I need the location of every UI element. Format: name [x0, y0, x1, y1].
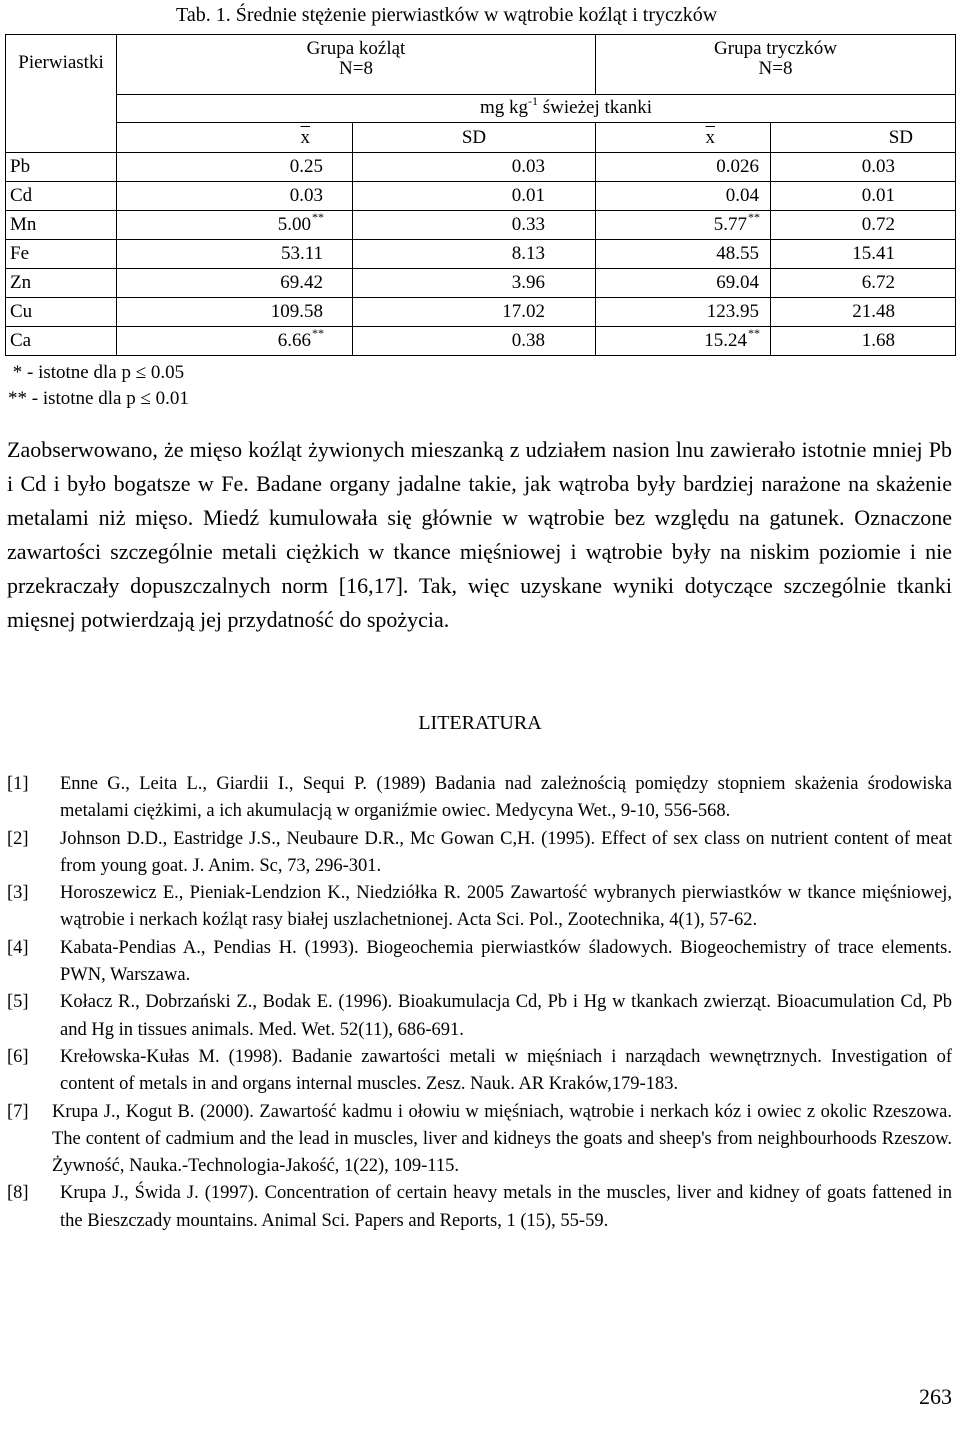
sd-group1-cell: 0.38	[353, 327, 596, 356]
element-cell: Fe	[6, 240, 117, 269]
element-cell: Pb	[6, 153, 117, 182]
reference-item	[7, 826, 952, 881]
mean-group2-cell: 15.24**	[596, 327, 771, 356]
reference-number: [3]	[7, 883, 29, 904]
sd-group1-cell: 0.03	[353, 153, 596, 182]
reference-number: [1]	[7, 774, 29, 794]
mean-group2-cell: 123.95	[596, 298, 771, 327]
significance-marker: **	[312, 209, 324, 224]
sd-header-group1: SD	[353, 123, 596, 153]
page-number: 263	[919, 1384, 952, 1409]
mean-group1-cell: 0.03	[117, 182, 353, 211]
elements-header: Pierwiastki	[6, 35, 117, 153]
group2-name: Grupa tryczków	[714, 38, 837, 59]
mean-group2-cell: 69.04	[596, 269, 771, 298]
group2-n: N=8	[758, 58, 793, 79]
reference-text: Johnson D.D., Eastridge J.S., Neubaure D.R., Mc Gowan C,H. (1995). Effect of sex class on nutrient content of meat from young goat. J. Anim. Sc, 73, 296-301.	[60, 828, 952, 876]
mean-group1-cell: 0.25	[117, 153, 353, 182]
reference-text: Enne G., Leita L., Giardii I., Sequi P. (1989) Badania nad zależnością pomiędzy stopniem skażenia środowiska metalami ciężkimi, a ich akumulacją w organiźmie owiec. Medycyna Wet., 9-10, 556-568.	[60, 774, 952, 822]
sd-group1-cell: 0.33	[353, 211, 596, 240]
sd-group1-cell: 0.01	[353, 182, 596, 211]
significance-marker: **	[748, 325, 760, 340]
reference-item	[7, 1044, 952, 1099]
group1-header	[117, 35, 596, 95]
reference-text: Krupa J., Kogut B. (2000). Zawartość kadmu i ołowiu w mięśniach, wątrobie i nerkach kóz i owiec z okolic Rzeszowa. The content of cadmium and the lead in muscles, liver and kidneys the goats and sheep's from neighbourhoods Rzeszow. Żywność, Nauka.-Technologia-Jakość, 1(22), 109-115.	[52, 1101, 952, 1177]
group1-n: N=8	[339, 58, 373, 79]
table-row	[6, 298, 956, 327]
sd-group2-cell: 15.41	[771, 240, 956, 269]
reference-item	[7, 771, 952, 826]
reference-number: [5]	[7, 992, 29, 1013]
conclusion-paragraph: Zaobserwowano, że mięso koźląt żywionych mieszanką z udziałem nasion lnu zawierało istotnie mniej Pb i Cd i było bogatsze w Fe. Badane organy jadalne takie, jak wątroba były bardziej narażone na skażenie metalami niż mięso. Miedź kumulowała się głównie w wątrobie bez względu na gatunek. Oznaczone zawartości szczególnie metali ciężkich w tkance mięśniowej i wątrobie były na niskim poziomie i nie przekraczały dopuszczalnych norm [16,17]. Tak, więc uzyskane wyniki dotyczące szczególnie tkanki mięsnej potwierdzają jej przydatność do spożycia.	[7, 437, 952, 632]
element-cell: Mn	[6, 211, 117, 240]
table-row	[6, 153, 956, 182]
table-row	[6, 240, 956, 269]
significance-marker: **	[748, 209, 760, 224]
reference-number: [2]	[7, 828, 29, 849]
sd-group1-cell: 8.13	[353, 240, 596, 269]
significance-marker: **	[312, 325, 324, 340]
mean-group1-cell: 53.11	[117, 240, 353, 269]
reference-item	[7, 1099, 952, 1181]
reference-text: Horoszewicz E., Pieniak-Lendzion K., Niedziółka R. 2005 Zawartość wybranych pierwiastków w tkance mięśniowej, wątrobie i nerkach koźląt rasy białej uszlachetnionej. Acta Sci. Pol., Zootechnika, 4(1), 57-62.	[60, 883, 952, 931]
mean-group1-cell: 6.66**	[117, 327, 353, 356]
unit-header: mg $kg^{-1}$ świeżej tkanki	[117, 95, 956, 123]
reference-text: Kabata-Pendias A., Pendias H. (1993). Biogeochemia pierwiastków śladowych. Biogeochemistry of trace elements. PWN, Warszawa.	[60, 937, 952, 986]
elements-table	[5, 34, 956, 356]
sd-group1-cell: 3.96	[353, 269, 596, 298]
mean-group2-cell: 0.026	[596, 153, 771, 182]
mean-group1-cell: 69.42	[117, 269, 353, 298]
mean-header-group1: $\overline{x}$	[117, 123, 353, 153]
element-cell: Cu	[6, 298, 117, 327]
mean-group1-cell: 5.00**	[117, 211, 353, 240]
table-caption: Tab. 1. Średnie stężenie pierwiastków w wątrobie koźląt i tryczków	[176, 4, 718, 26]
mean-header-group2: $\overline{x}$	[596, 123, 771, 153]
group1-name: Grupa koźląt	[306, 38, 406, 59]
reference-item	[7, 989, 952, 1044]
sd-group2-cell: 0.01	[771, 182, 956, 211]
table-row	[6, 327, 956, 356]
literature-title: LITERATURA	[418, 712, 542, 734]
mean-group2-cell: 48.55	[596, 240, 771, 269]
table-row	[6, 182, 956, 211]
sd-header-group2: SD	[771, 123, 956, 153]
reference-item	[7, 880, 952, 935]
note-p001: ** - istotne dla p ≤ 0.01	[8, 388, 189, 409]
note-p005: * - istotne dla p ≤ 0.05	[8, 362, 185, 383]
mean-group2-cell: 0.04	[596, 182, 771, 211]
sd-group1-cell: 17.02	[353, 298, 596, 327]
sd-group2-cell: 0.03	[771, 153, 956, 182]
reference-item	[7, 1180, 952, 1235]
references-list	[7, 771, 952, 1235]
mean-group2-cell: 5.77**	[596, 211, 771, 240]
sd-group2-cell: 1.68	[771, 327, 956, 356]
reference-text: Krupa J., Świda J. (1997). Concentration of certain heavy metals in the muscles, liver and kidney of goats fattened in the Bieszczady mountains. Animal Sci. Papers and Reports, 1 (15), 55-59.	[60, 1183, 952, 1231]
table-row	[6, 269, 956, 298]
element-cell: Ca	[6, 327, 117, 356]
reference-text: Krełowska-Kułas M. (1998). Badanie zawartości metali w mięśniach i narządach wewnętrznych. Investigation of content of metals in and organs internal muscles. Zesz. Nauk. AR Kraków,179-183.	[60, 1046, 952, 1095]
significance-notes	[8, 360, 189, 412]
mean-group1-cell: 109.58	[117, 298, 353, 327]
group2-header	[596, 35, 956, 95]
reference-number: [6]	[7, 1046, 29, 1067]
sd-group2-cell: 6.72	[771, 269, 956, 298]
sd-group2-cell: 0.72	[771, 211, 956, 240]
element-cell: Zn	[6, 269, 117, 298]
table-row	[6, 211, 956, 240]
element-cell: Cd	[6, 182, 117, 211]
reference-number: [8]	[7, 1183, 29, 1204]
reference-text: Kołacz R., Dobrzański Z., Bodak E. (1996). Bioakumulacja Cd, Pb i Hg w tkankach zwierząt. Bioacumulation Cd, Pb and Hg in tissues animals. Med. Wet. 52(11), 686-691.	[60, 992, 952, 1040]
reference-item	[7, 935, 952, 990]
sd-group2-cell: 21.48	[771, 298, 956, 327]
reference-number: [7]	[7, 1101, 29, 1122]
reference-number: [4]	[7, 937, 29, 958]
